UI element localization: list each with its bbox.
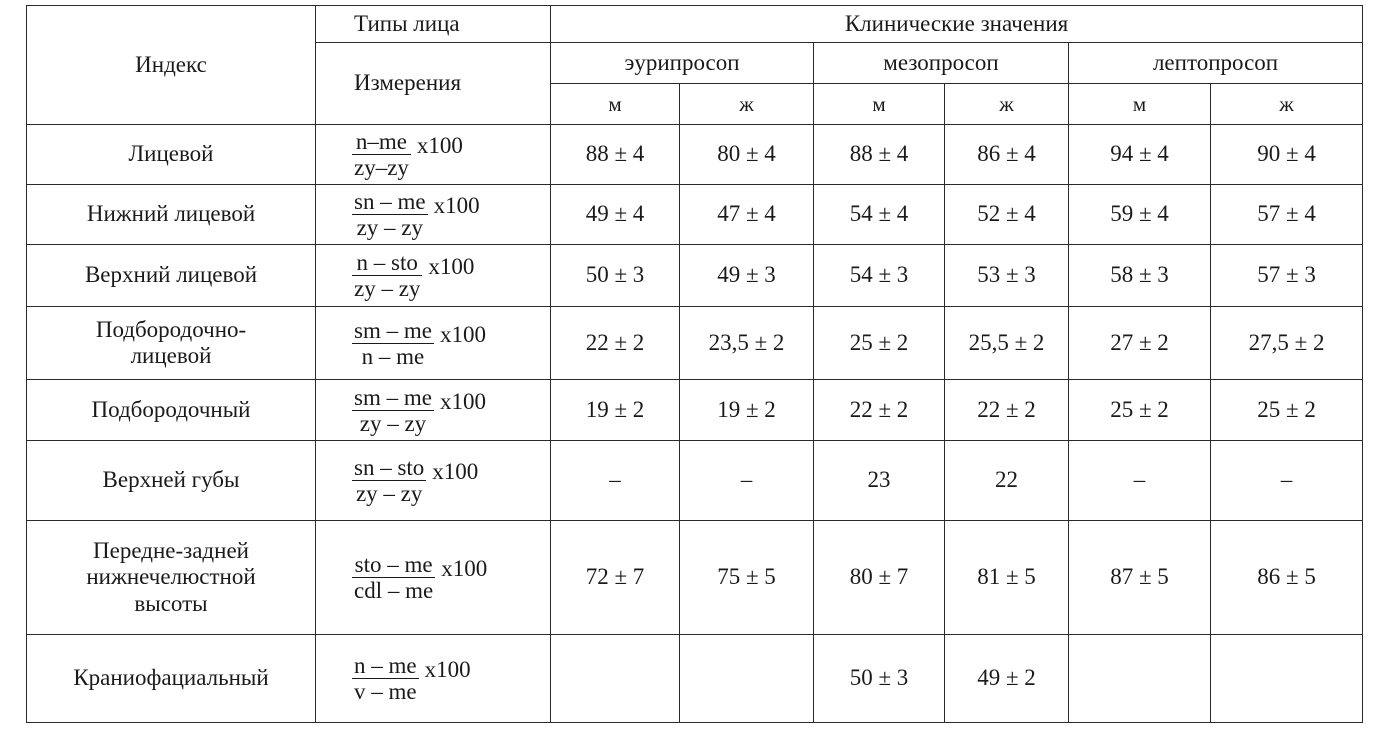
value-cell: 86 ± 4 [945,125,1069,185]
formula-denominator: cdl – me [354,578,434,603]
formula [316,245,551,307]
header-group-euryprosop: эурипросоп [551,43,814,84]
index-name: Передне-задней нижнечелюстной высоты [27,521,316,635]
value-cell: 80 ± 4 [680,125,814,185]
value-cell: 25 ± 2 [1069,380,1211,441]
formula-multiplier: x100 [428,254,475,280]
header-measurements: Измерения [316,43,551,125]
formula-fraction [352,386,434,435]
formula-fraction [352,130,411,179]
header-group-leptoprosop: лептопросоп [1069,43,1363,84]
formula-denominator: zy – zy [355,481,423,506]
table-row [27,635,1363,723]
formula-denominator: v – me [354,679,417,704]
formula [316,380,551,441]
formula-numerator: sm – me [354,317,432,343]
table-row [27,380,1363,441]
header-sex-m: м [814,84,945,125]
formula-denominator: zy – zy [356,215,423,240]
value-cell: 22 ± 2 [945,380,1069,441]
value-cell: 87 ± 5 [1069,521,1211,635]
value-cell: 90 ± 4 [1211,125,1363,185]
value-cell: 25,5 ± 2 [945,307,1069,380]
value-cell: 25 ± 2 [814,307,945,380]
formula-fraction [352,251,422,300]
header-sex-f: ж [945,84,1069,125]
value-cell [1211,635,1363,723]
value-cell: 57 ± 4 [1211,185,1363,245]
value-cell: 52 ± 4 [945,185,1069,245]
formula-denominator: zy – zy [354,276,421,301]
value-cell: 27,5 ± 2 [1211,307,1363,380]
header-index: Индекс [27,6,316,125]
value-cell: 27 ± 2 [1069,307,1211,380]
formula-multiplier: x100 [439,321,486,347]
formula-multiplier: x100 [424,657,471,683]
value-cell: 81 ± 5 [945,521,1069,635]
value-cell: 75 ± 5 [680,521,814,635]
formula-numerator: sn – sto [354,455,425,480]
header-face-types: Типы лица [316,6,551,43]
header-sex-f: ж [680,84,814,125]
table-row [27,185,1363,245]
formula-multiplier: x100 [416,133,463,159]
value-cell: 59 ± 4 [1069,185,1211,245]
value-cell: – [680,441,814,521]
value-cell: 57 ± 3 [1211,245,1363,307]
formula-denominator: zy–zy [354,155,409,180]
formula-multiplier: x100 [441,556,488,582]
formula [316,635,551,723]
value-cell [680,635,814,723]
value-cell: 19 ± 2 [680,380,814,441]
formula [316,185,551,245]
value-cell: 88 ± 4 [551,125,680,185]
formula [316,521,551,635]
formula-numerator: n – me [354,653,417,678]
formula-numerator: sm – me [354,384,432,410]
header-clinical-values: Клинические значения [551,6,1363,43]
value-cell: 50 ± 3 [551,245,680,307]
formula-fraction [352,553,435,602]
value-cell: – [1211,441,1363,521]
formula-numerator: n–me [352,130,411,155]
value-cell: 54 ± 4 [814,185,945,245]
index-name: Краниофациальный [27,635,316,723]
table-row [27,245,1363,307]
table-container [26,5,1363,723]
value-cell: 49 ± 4 [551,185,680,245]
value-cell: 88 ± 4 [814,125,945,185]
formula-multiplier: x100 [433,193,480,219]
formula-numerator: n – sto [352,251,422,276]
formula [316,441,551,521]
value-cell: 22 [945,441,1069,521]
header-group-mesoprosop: мезопросоп [814,43,1069,84]
header-sex-m: м [551,84,680,125]
formula-multiplier: x100 [432,459,479,485]
value-cell: 50 ± 3 [814,635,945,723]
facial-index-table [26,5,1363,723]
header-sex-f: ж [1211,84,1363,125]
value-cell: 22 ± 2 [814,380,945,441]
formula-numerator: sto – me [352,553,435,578]
formula-denominator: n – me [361,343,425,369]
value-cell: 94 ± 4 [1069,125,1211,185]
table-row [27,307,1363,380]
formula-fraction [352,654,419,703]
formula-denominator: zy – zy [359,410,427,436]
value-cell: 22 ± 2 [551,307,680,380]
value-cell: 72 ± 7 [551,521,680,635]
index-name: Подбородочно- лицевой [27,307,316,380]
formula-fraction [352,319,434,368]
formula [316,307,551,380]
index-name: Нижний лицевой [27,185,316,245]
value-cell: 53 ± 3 [945,245,1069,307]
table-row [27,521,1363,635]
value-cell [1069,635,1211,723]
value-cell: 23,5 ± 2 [680,307,814,380]
formula-fraction [352,190,428,239]
value-cell [551,635,680,723]
value-cell: 49 ± 3 [680,245,814,307]
value-cell: 47 ± 4 [680,185,814,245]
value-cell: 54 ± 3 [814,245,945,307]
value-cell: 25 ± 2 [1211,380,1363,441]
formula-fraction [352,456,426,505]
index-name: Верхней губы [27,441,316,521]
value-cell: – [551,441,680,521]
value-cell: 58 ± 3 [1069,245,1211,307]
header-row-1 [27,6,1363,43]
value-cell: 49 ± 2 [945,635,1069,723]
index-name: Подбородочный [27,380,316,441]
index-name: Верхний лицевой [27,245,316,307]
value-cell: 23 [814,441,945,521]
formula-numerator: sn – me [354,189,426,214]
table-row [27,125,1363,185]
formula [316,125,551,185]
index-name: Лицевой [27,125,316,185]
value-cell: 86 ± 5 [1211,521,1363,635]
value-cell: – [1069,441,1211,521]
header-sex-m: м [1069,84,1211,125]
formula-multiplier: x100 [439,388,486,414]
value-cell: 19 ± 2 [551,380,680,441]
table-row [27,441,1363,521]
value-cell: 80 ± 7 [814,521,945,635]
